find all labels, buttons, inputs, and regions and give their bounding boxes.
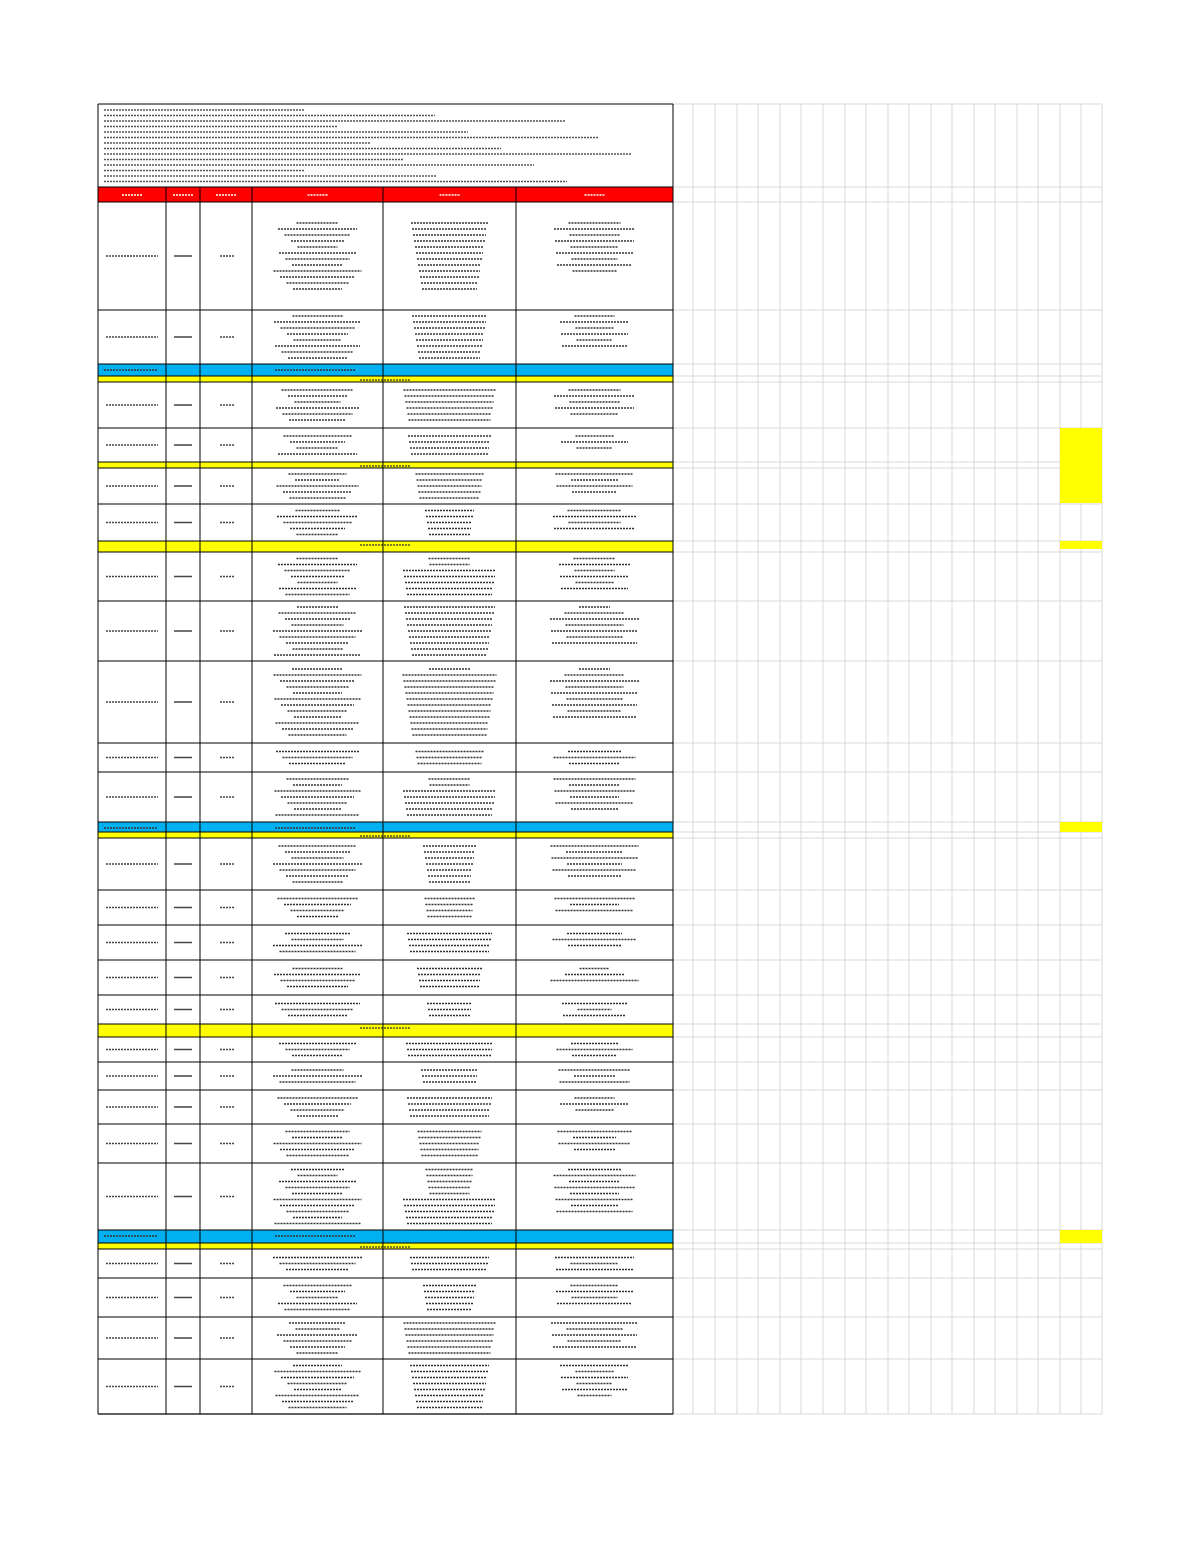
schedule-table (98, 104, 673, 1414)
section-band (98, 376, 673, 382)
section-band (98, 832, 673, 838)
empty-grid-columns (673, 104, 1102, 1414)
break-row (98, 822, 673, 832)
break-row (98, 1230, 673, 1243)
highlight-cell (1060, 1230, 1102, 1243)
section-band (98, 1024, 673, 1037)
section-band (98, 1243, 673, 1249)
break-row (98, 364, 673, 376)
highlight-cell (1060, 428, 1102, 503)
section-band (98, 462, 673, 468)
section-band (98, 541, 673, 552)
highlight-cell (1060, 541, 1102, 549)
highlight-cell (1060, 822, 1102, 832)
header-row (98, 187, 673, 202)
